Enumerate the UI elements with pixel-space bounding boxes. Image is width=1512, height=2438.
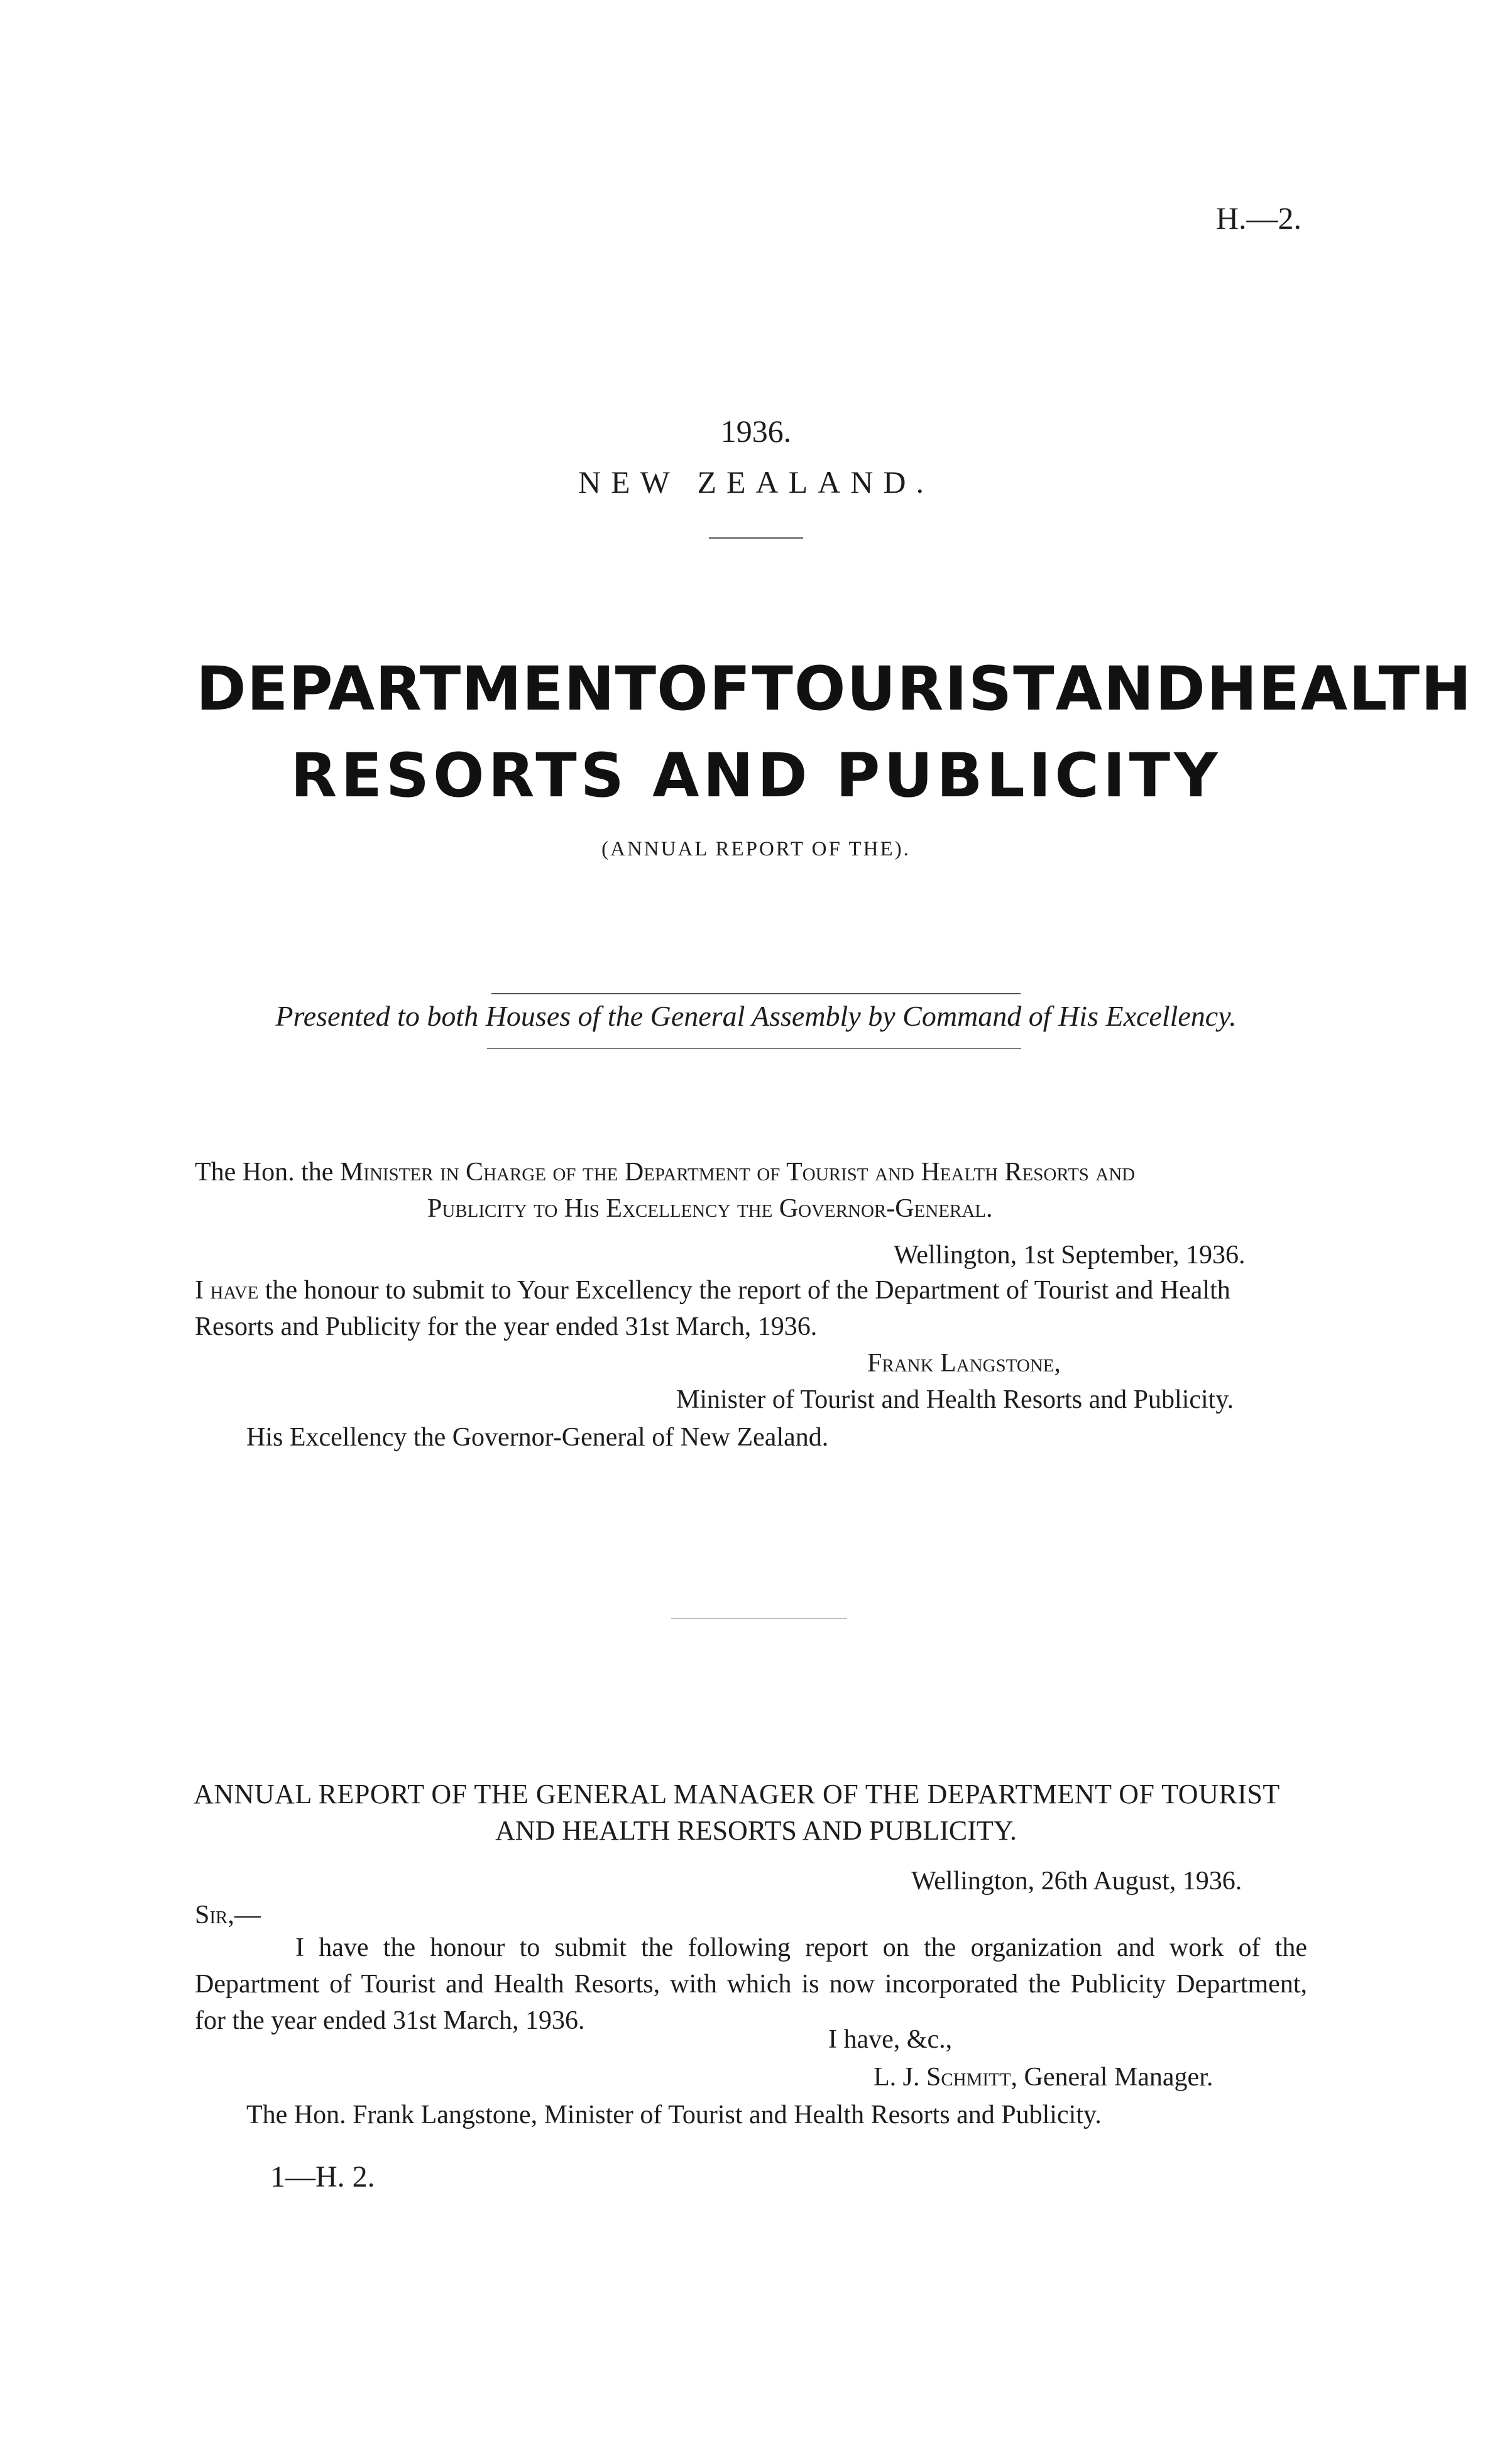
minister-letter-heading-line-1 <box>195 1154 1313 1190</box>
manager-report-place-date: Wellington, 26th August, 1936. <box>911 1867 1242 1896</box>
manager-report-signatory <box>874 2059 1213 2095</box>
page-reference: H.—2. <box>1215 200 1301 236</box>
minister-letter-body-line-2: Resorts and Publicity for the year ended 31st March, 1936. <box>195 1312 818 1341</box>
minister-letter-signatory-title: Minister of Tourist and Health Resorts and Publicity. <box>676 1385 1234 1414</box>
heading-prefix: The Hon. the <box>195 1158 340 1187</box>
divider <box>491 993 1021 994</box>
country-heading: NEW ZEALAND. <box>578 464 934 500</box>
page-number: 1—H. 2. <box>270 2160 375 2194</box>
manager-report-addressee: The Hon. Frank Langstone, Minister of Tourist and Health Resorts and Publicity. <box>246 2100 1102 2129</box>
signatory-name: L. J. Schmitt <box>874 2063 1011 2092</box>
divider <box>487 1048 1021 1049</box>
heading-small-caps: Minister in Charge of the Department of Tourist and Health Resorts and <box>339 1158 1136 1187</box>
presented-line: Presented to both Houses of the General Assembly by Command of His Excellency. <box>275 1000 1237 1032</box>
title-word: TOURIST <box>752 654 1056 724</box>
title-word: OF <box>657 654 752 724</box>
title-word: HEALTH <box>1206 654 1473 724</box>
minister-letter-signatory: Frank Langstone, <box>867 1349 1061 1378</box>
document-year: 1936. <box>720 414 792 449</box>
manager-report-body-line-1: I have the honour to submit the following report on the organization and work of the <box>295 1933 1307 1962</box>
title-line-1 <box>196 654 1473 724</box>
signatory-role: , General Manager. <box>1011 2063 1213 2092</box>
manager-report-body-line-2: Department of Tourist and Health Resorts, with which is now incorporated the Publicity Department, <box>195 1970 1307 1999</box>
minister-letter-addressee: His Excellency the Governor-General of New Zealand. <box>246 1423 829 1452</box>
report-subtitle: (ANNUAL REPORT OF THE). <box>601 838 911 860</box>
manager-report-closing: I have, &c., <box>828 2025 953 2054</box>
body-text: the honour to submit to Your Excellency the report of the Department of Tourist and Health <box>258 1276 1230 1305</box>
title-line-2: RESORTS AND PUBLICITY <box>290 740 1222 811</box>
minister-letter-heading-line-2: Publicity to His Excellency the Governor-General. <box>427 1194 993 1223</box>
minister-letter-body-line-1 <box>195 1272 1307 1309</box>
title-word: DEPARTMENT <box>196 654 657 724</box>
manager-report-heading-line-2: AND HEALTH RESORTS AND PUBLICITY. <box>495 1815 1017 1846</box>
manager-report-salutation: Sir,— <box>195 1901 261 1930</box>
title-word: AND <box>1055 654 1207 724</box>
divider <box>709 537 803 539</box>
manager-report-heading-line-1: ANNUAL REPORT OF THE GENERAL MANAGER OF THE DEPARTMENT OF TOURIST <box>194 1779 1280 1809</box>
minister-letter-place-date: Wellington, 1st September, 1936. <box>894 1241 1246 1270</box>
body-opening: I have <box>195 1276 259 1305</box>
manager-report-body-line-3: for the year ended 31st March, 1936. <box>195 2006 585 2035</box>
